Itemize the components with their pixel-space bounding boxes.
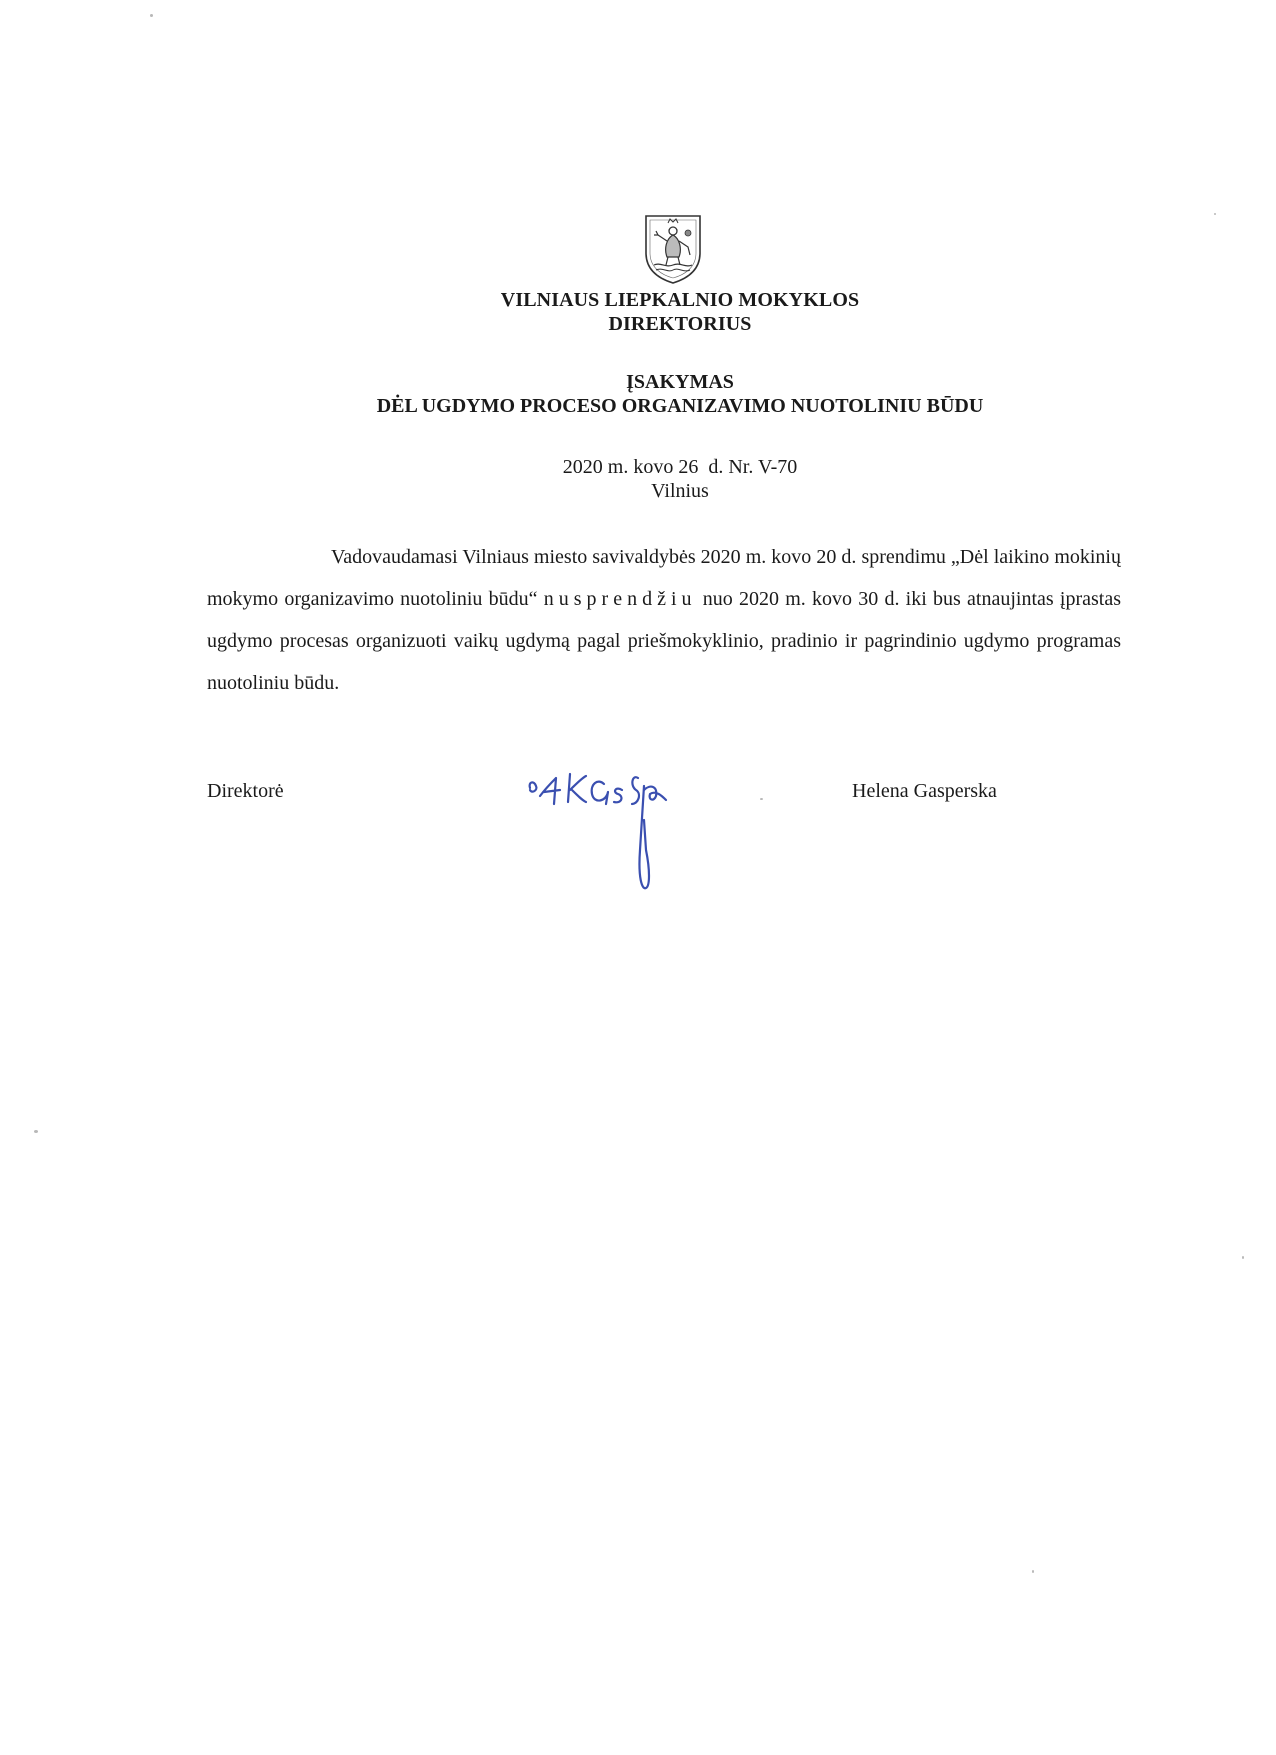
document-place: Vilnius: [651, 480, 709, 502]
document-date-number: 2020 m. kovo 26 d. Nr. V-70: [562, 456, 798, 478]
scan-speck: [150, 14, 153, 17]
body-text-part2: nuo 2020 m. kovo 30 d. iki bus atnaujintas įprastas ugdymo procesas organizuoti vaikų ugdymą pagal priešmokyklinio, pradinio ir pagrindinio ugdymo programas nuotoliniu būdu.: [207, 588, 1122, 694]
scan-speck: [1242, 1256, 1244, 1259]
document-type: ĮSAKYMAS: [626, 371, 734, 393]
document-heading: [0, 370, 1276, 418]
signatory-name: Helena Gasperska: [852, 780, 997, 802]
document-subject: DĖL UGDYMO PROCESO ORGANIZAVIMO NUOTOLINIU BŪDU: [376, 395, 984, 417]
scan-speck: [760, 798, 763, 800]
institution-role: DIREKTORIUS: [608, 313, 752, 335]
institution-heading: [0, 288, 1276, 336]
scan-speck: [34, 1130, 38, 1133]
handwritten-signature: [526, 760, 686, 895]
scan-speck: [1214, 213, 1216, 215]
vilnius-coat-of-arms-icon: [642, 213, 704, 285]
body-paragraph: [207, 536, 1121, 704]
date-block: [0, 455, 1276, 503]
scan-speck: [1032, 1570, 1034, 1573]
decision-word: nusprendžiu: [543, 588, 697, 610]
signatory-role: Direktorė: [207, 780, 284, 802]
body-text-part1: Vadovaudamasi Vilniaus miesto savivaldybės 2020 m. kovo 20 d. sprendimu „Dėl laikino mokinių mokymo organizavimo nuotoliniu būdu“: [207, 546, 1121, 610]
institution-name: VILNIAUS LIEPKALNIO MOKYKLOS: [500, 289, 860, 311]
